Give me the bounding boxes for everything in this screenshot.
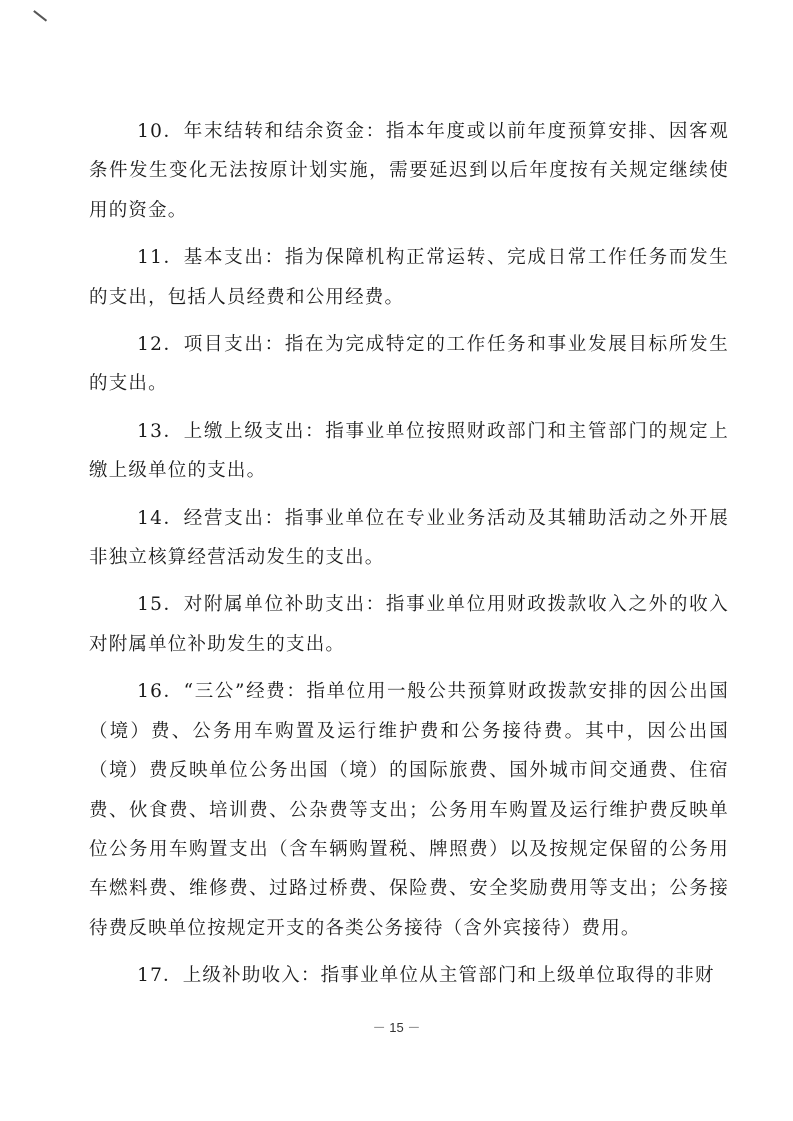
paragraph-14: 14．经营支出：指事业单位在专业业务活动及其辅助活动之外开展非独立核算经营活动发生的支出。 bbox=[89, 507, 729, 569]
paragraph-12: 12．项目支出：指在为完成特定的工作任务和事业发展目标所发生的支出。 bbox=[89, 334, 729, 395]
scan-artifact-mark bbox=[34, 10, 48, 21]
paragraph-13: 13．上缴上级支出：指事业单位按照财政部门和主管部门的规定上缴上级单位的支出。 bbox=[89, 420, 729, 482]
paragraph-10: 10．年末结转和结余资金：指本年度或以前年度预算安排、因客观条件发生变化无法按原计划实施，需要延迟到以后年度按有关规定继续使用的资金。 bbox=[89, 121, 729, 221]
document-body bbox=[89, 112, 729, 1004]
paragraph-16: 16．“三公”经费：指单位用一般公共预算财政拨款安排的因公出国（境）费、公务用车购置及运行维护费和公务接待费。其中，因公出国（境）费反映单位公务出国（境）的国际旅费、国外城市间交通费、住宿费、伙食费、培训费、公杂费等支出；公务用车购置及运行维护费反映单位公务用车购置支出（含车辆购置税、牌照费）以及按规定保留的公务用车燃料费、维修费、过路过桥费、保险费、安全奖励费用等支出；公务接待费反映单位按规定开支的各类公务接待（含外宾接待）费用。 bbox=[89, 681, 729, 939]
paragraph-11: 11．基本支出：指为保障机构正常运转、完成日常工作任务而发生的支出，包括人员经费和公用经费。 bbox=[89, 247, 729, 308]
page-number: － 15 － bbox=[372, 1020, 421, 1035]
paragraph-15: 15．对附属单位补助支出：指事业单位用财政拨款收入之外的收入对附属单位补助发生的支出。 bbox=[89, 594, 729, 655]
paragraph-17: 17．上级补助收入：指事业单位从主管部门和上级单位取得的非财 bbox=[137, 965, 715, 987]
